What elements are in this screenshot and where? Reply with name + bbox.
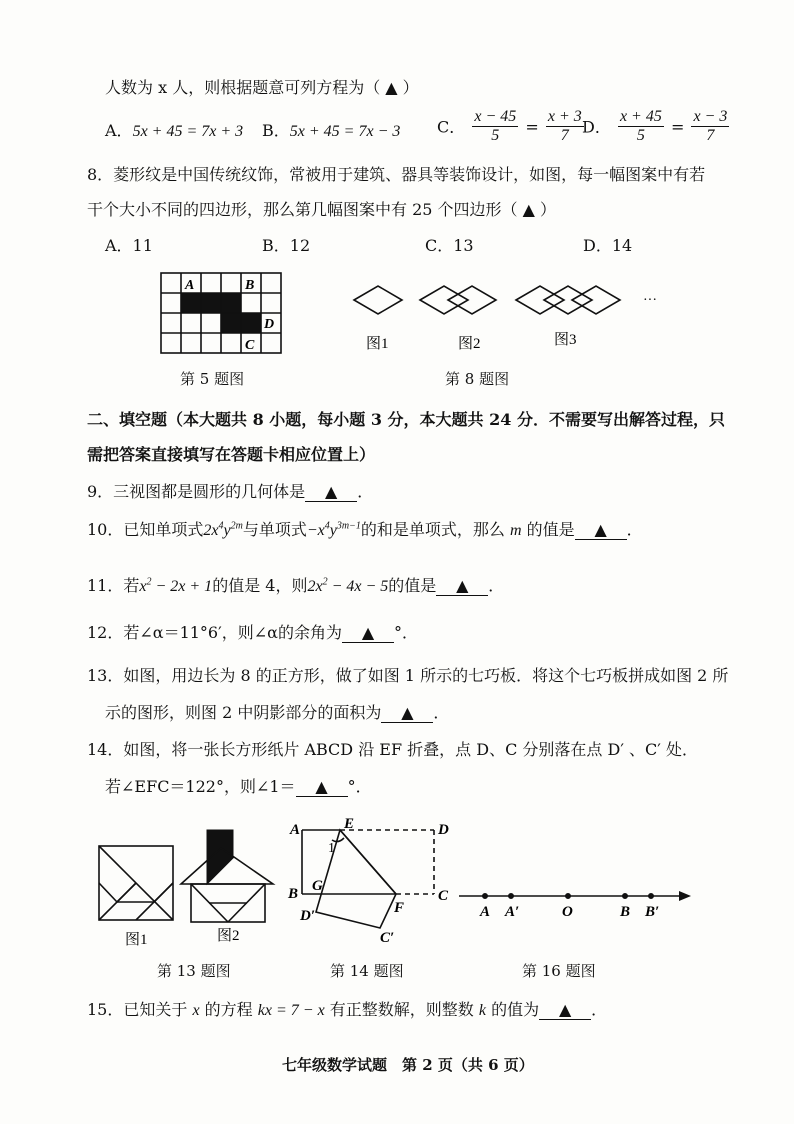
fig14-label-dprime: D′: [300, 908, 316, 924]
q10: 10．已知单项式$2x^4y^{2m}$与单项式$-x^4y^{3m-1}$的和是单项式，那么 m 的值是 ▲ ．: [87, 520, 643, 539]
q8-option-d: D．14: [583, 236, 633, 255]
q8-option-a: A．11: [105, 236, 153, 255]
fig14-label-g: G: [312, 878, 323, 894]
q12: 12．若∠α＝11°6′，则∠α的余角为 ▲ °．: [87, 623, 418, 642]
q14-line1: 14．如图，将一张长方形纸片 ABCD 沿 EF 折叠，点 D、C 分别落在点 D′ 、C′ 处．: [87, 740, 699, 759]
fig5-caption: 第 5 题图: [180, 370, 245, 388]
q7-continuation: 人数为 x 人，则根据题意可列方程为（ ▲ ）: [105, 78, 419, 97]
fig13-label-2: 图2: [217, 928, 240, 944]
fig5-label-b: B: [245, 278, 255, 293]
q11-blank: ▲: [436, 576, 488, 596]
fig16-label-aprime: A′: [505, 904, 520, 920]
q13-line1: 13．如图，用边长为 8 的正方形，做了如图 1 所示的七巧板．将这个七巧板拼成如图 2 所: [87, 666, 729, 685]
fig8-ellipsis: ···: [643, 293, 657, 308]
figure-13-tangram: [95, 826, 285, 948]
q9-blank: ▲: [305, 482, 357, 502]
fig8-caption: 第 8 题图: [445, 370, 510, 388]
fig8-label-1: 图1: [366, 336, 389, 352]
q7-option-b: B．5x + 45 = 7x − 3: [262, 121, 401, 140]
fig14-caption: 第 14 题图: [330, 962, 404, 980]
q8-option-c: C．13: [425, 236, 474, 255]
section2-line1: 二、填空题（本大题共 8 小题，每小题 3 分，本大题共 24 分．不需要写出解答过程，只: [87, 410, 725, 429]
fig14-label-d: D: [438, 822, 449, 838]
q7-option-d: D． $\frac{x + 45}{5}$ = $\frac{x - 3}{7}$: [582, 108, 728, 145]
q9: 9．三视图都是圆形的几何体是 ▲ ．: [87, 482, 374, 501]
fig16-caption: 第 16 题图: [522, 962, 596, 980]
q8-option-b: B．12: [262, 236, 311, 255]
fig16-label-bprime: B′: [645, 904, 660, 920]
q7-option-a: A．5x + 45 = 7x + 3: [105, 121, 244, 140]
fig14-label-f: F: [394, 900, 405, 916]
figure-16-number-line: [455, 880, 695, 920]
fig16-label-a: A: [480, 904, 491, 920]
fig16-label-o: O: [562, 904, 573, 920]
q12-blank: ▲: [342, 623, 394, 643]
q7-option-c: C． $\frac{x - 45}{5}$ = $\frac{x + 3}{7}$: [437, 108, 582, 145]
section2-line2: 需把答案直接填写在答题卡相应位置上）: [87, 445, 376, 464]
fig13-label-1: 图1: [125, 932, 148, 948]
q8-line2: 干个大小不同的四边形，那么第几幅图案中有 25 个四边形（ ▲ ）: [87, 200, 557, 219]
fig5-label-c: C: [245, 338, 255, 353]
fig16-label-b: B: [620, 904, 631, 920]
fig8-label-3: 图3: [554, 332, 577, 348]
q13-blank: ▲: [381, 703, 433, 723]
q10-blank: ▲: [575, 520, 627, 540]
figure-5-grid: [160, 272, 286, 356]
figure-8-rhombus-patterns: [350, 280, 670, 360]
q15-blank: ▲: [539, 1000, 591, 1020]
fig14-label-cprime: C′: [380, 930, 395, 946]
q8-line1: 8．菱形纹是中国传统纹饰，常被用于建筑、器具等装饰设计，如图，每一幅图案中有若: [87, 165, 706, 184]
q14-line2: 若∠EFC＝122°，则∠1＝ ▲ °．: [105, 777, 372, 796]
fig5-label-a: A: [185, 278, 195, 293]
fig14-label-c: C: [438, 888, 449, 904]
fig14-label-1: 1: [328, 841, 335, 856]
fig5-label-d: D: [264, 317, 275, 332]
q14-blank: ▲: [296, 777, 348, 797]
fig14-label-a: A: [290, 822, 301, 838]
figure-14-fold: [284, 816, 464, 946]
page-footer: 七年级数学试题 第 2 页（共 6 页）: [282, 1056, 534, 1074]
q11: 11．若$x^2 - 2x + 1$的值是 4，则$2x^2 - 4x - 5$的值是 ▲ ．: [87, 576, 505, 595]
fig14-label-b: B: [288, 886, 299, 902]
fig8-label-2: 图2: [458, 336, 481, 352]
q15: 15．已知关于 x 的方程 kx = 7 − x 有正整数解，则整数 k 的值为 ▲ ．: [87, 1000, 608, 1019]
fig14-label-e: E: [344, 816, 355, 832]
q13-line2: 示的图形，则图 2 中阴影部分的面积为 ▲ ．: [105, 703, 450, 722]
fig13-caption: 第 13 题图: [157, 962, 231, 980]
